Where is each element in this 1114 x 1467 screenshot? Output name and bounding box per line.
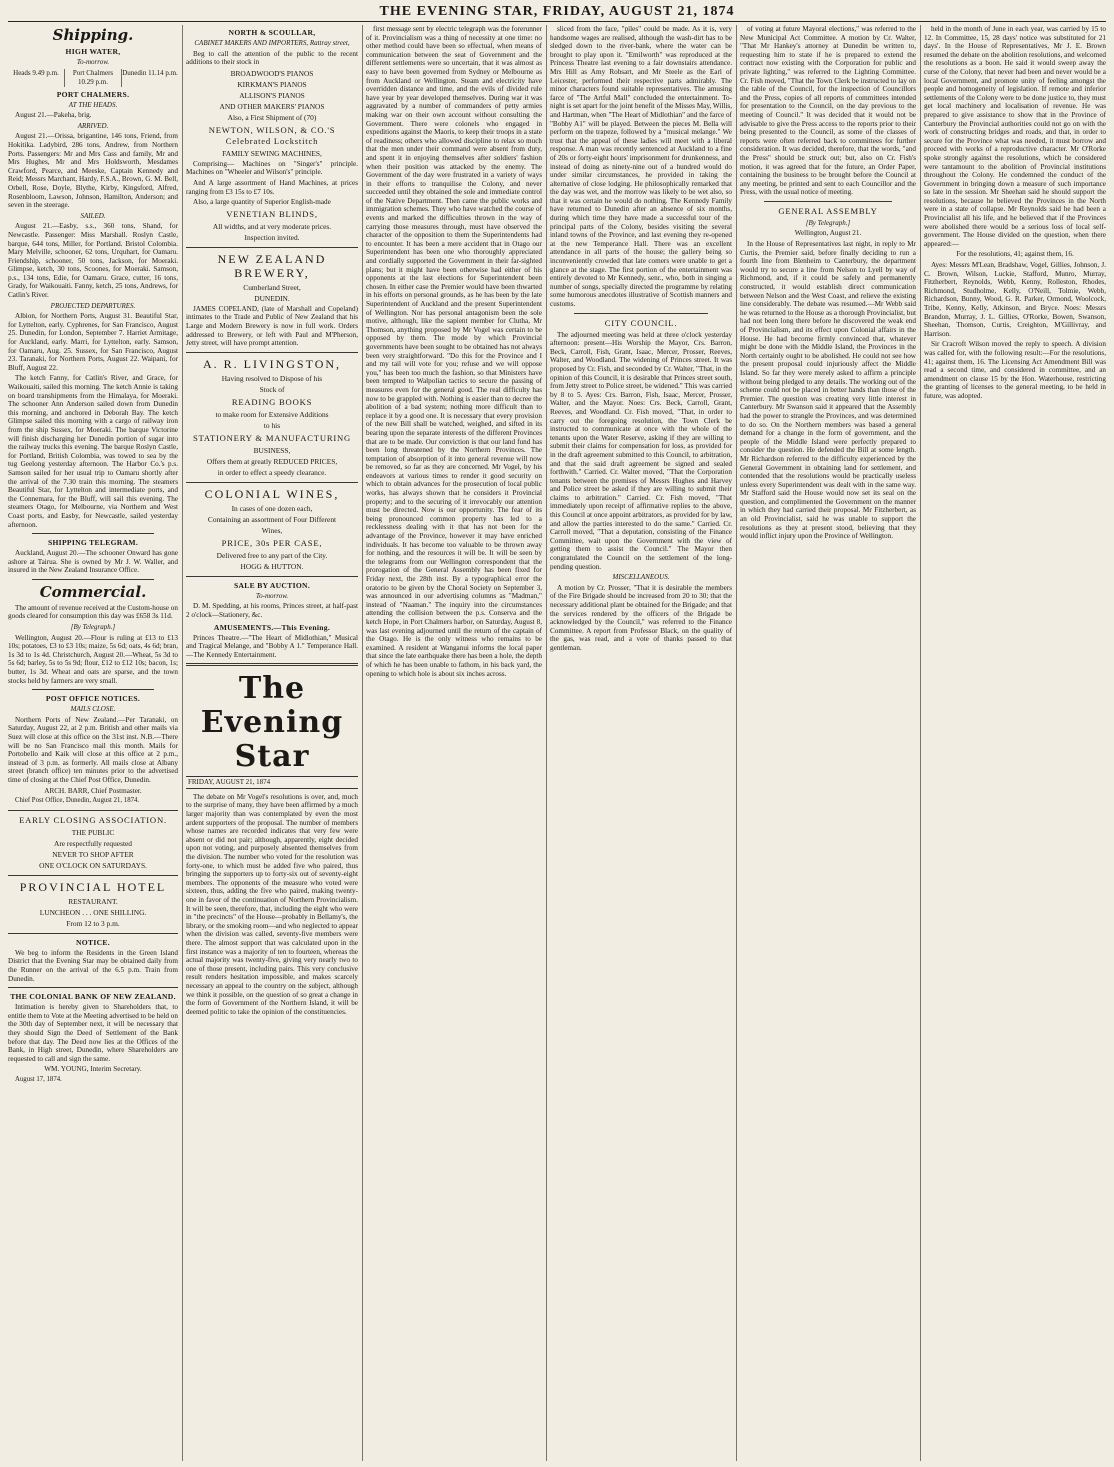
post-office-text: Northern Ports of New Zealand.—Per Taranaki, on Saturday, August 22, at 2 p.m. British and other mails via Suez will close at this office on the 31st inst. N.B.—There will be no San Francisco mail this month. Mails for Portobello and Kaik will close at this office at 2 p.m., instead of 3 p.m. as formerly. All mails close at Albany street (branch office) ten minutes prior to the advertised time of closing at the Chief Post Office, Dunedin. (8, 715, 178, 784)
assembly-dateline: Wellington, August 21. (794, 229, 862, 238)
divider (574, 313, 708, 314)
tide-heads: Heads 9.49 p.m. (13, 68, 59, 77)
livingston-line: BUSINESS, (253, 445, 291, 455)
sewing-machine-title: FAMILY SEWING MACHINES, (222, 148, 322, 158)
bank-signature: WM. YOUNG, Interim Secretary. (44, 1065, 142, 1074)
commercial-section-title: Commercial. (39, 582, 147, 601)
provincial-hotel-title: PROVINCIAL HOTEL (19, 879, 167, 894)
council-continued: of voting at future Mayoral elections," was referred to the New Municipal Act Committee. A motion by Cr. Walter, "That Mr Hankey's attorney at Dunedin be written to, requesting him to state if he is prepared to extend the contract now existing with the Corporation for public and private lighting," was referred to the Lighting Committee. Cr. Fish moved, "That the Town Clerk be instructed to lay on the table of the Council, for the inspection of Councillors and the Press, copies of all reports of committees intended for presentation to the Council, on the day previous to the meeting of Council." It was decided that it would not be advisable to give the Press access to the reports prior to their being presented to the Council, as some of the classes of reports were often referred back to committees for further consideration. It was decided, therefore, that the words, "and the Press" should be struck out; but, also on Cr. Fish's motion, it was agreed that for the future, an Order Paper, containing the business to be brought before the Council at any meeting, be printed and sent to each Councillor and the Press, with the usual notice of meeting. (740, 25, 916, 197)
blinds-widths: All widths, and at very moderate prices. (212, 221, 332, 231)
shipping-telegram-title: SHIPPING TELEGRAM. (47, 538, 139, 548)
sale-title: SALE BY AUCTION. (233, 580, 311, 590)
sewing-machine-and: And A large assortment of Hand Machines, at prices ranging from £3 15s to £7 10s. (186, 178, 358, 196)
by-telegraph-label: [By Telegraph.] (70, 623, 116, 632)
brewery-city: DUNEDIN. (254, 293, 290, 303)
mails-close-label: MAILS CLOSE. (70, 705, 116, 714)
city-council-text: The adjourned meeting was held at three o'clock yesterday afternoon: present—His Worship the Mayor, Crs. Barron, Beck, Carroll, Fish, Grant, Isaac, Mercer, Prosser, Reeves, Walter, and Woodland. The widening of Princes street. It was proposed by Cr. Fish, and seconded by Cr. Walter, "That, in the opinion of this Council, it is desirable that Princes street south, from Jetty street to Police street, be widened." This was carried by 8 to 5. Ayes: Crs. Barron, Fish, Isaac, Mercer, Prosser, Walter, and the Mayor. Noes: Crs. Beck, Carroll, Grant, Reeves, and Woodland. Cr. Fish moved, "That, in order to carry out the foregoing resolution, the Town Clerk be instructed to communicate at once with the whole of the tenants upon the Water Reserve, asking if they are willing to submit their claims for compensation for loss, as provided for in the draft agreement submitted to this Council, to arbitration, and that the said draft agreement be signed and sealed forthwith." Carried. Cr. Walter moved, "That the Corporation tenants between the premises of Messrs Hughes and Harvey and Police street be asked if they are willing to submit their claims to arbitration." Carried. Cr. Fish moved, "That immediately upon receipt of affirmative replies to the above, this Council at once appoint arbitrators, as provided for by law, and allow the parties interested to do the same." Carried. Cr. Carroll moved, "That a deputation, consisting of the Finance Committee, wait upon the Government with the view of getting them to assist the Council." The Mayor then congratulated the Council on the settlement of the long-pending question. (550, 330, 732, 571)
provincial-hotel-subtitle: RESTAURANT. (68, 896, 118, 906)
tide-subtitle: To-morrow. (76, 58, 110, 66)
livingston-line: to make room for Extensive Additions (215, 409, 329, 419)
commercial-text: The amount of revenue received at the Custom-house on goods cleared for consumption this day was £658 3s 11d. (8, 603, 178, 621)
divider (32, 533, 154, 534)
sailed-label: SAILED. (80, 211, 106, 220)
city-council-title: CITY COUNCIL. (604, 317, 678, 328)
livingston-line: Offers them at greatly REDUCED PRICES, (206, 456, 338, 466)
livingston-line: to his (263, 420, 281, 430)
shipping-section-title: Shipping. (52, 26, 134, 44)
assembly-continued: held in the month of June in each year, was carried by 15 to 12. In Committee, 15, 28 days' notice was substituted for 21 days'. In the House of Representatives, Mr J. E. Brown resumed the debate on the abolition resolutions, and welcomed the resolutions as a boon. He said it would sweep away the curse of the Colony, that never had been and never would be a local Government, and promote unity of feeling amongst the people and homogeneity of legislation. If remote and inferior settlements of the Colony were to be done justice to, they must get local machinery and localisation of revenue. He was prepared to give assistance to show that in the Province of Canterbury the Provincial authorities could not go on with the work of constructing bridges and roads, and that, in order to secure for the Province what was needed, it must borrow and proceed with works of a reproductive character. Mr O'Rorke spoke strongly against the resolutions, which he considered were tantamount to the abolition of Provincial institutions throughout the Colony. He condemned the conduct of the Government in bringing down a measure of such importance so late in the session. Mr Sheehan said he should support the resolutions, because he believed the Provinces in the North were in a state of collapse. Mr Reynolds said he had been a Provincialist all his life, and he believed that if the Provinces were abolished there would be a serious loss of local self-government. The House divided on the question, when there appeared:— (924, 25, 1106, 248)
livingston-line: Stock of (259, 384, 285, 394)
divider (8, 987, 178, 988)
column-rule (546, 25, 547, 1461)
projected-text: Albion, for Northern Ports, August 31. Beautiful Star, for Lyttelton, early. Cyphrenes, for San Francisco, August 25. Dunedin, for London, September 7. Harriet Armitage, for Auckland, early. Marri, for Lyttelton, early. Samson, for Oamaru, Aug. 25. Sussex, for San Francisco, August 23. Taranaki, for Northern Ports, August 22. Waipani, for Bluff, August 22. (8, 312, 178, 372)
bank-text: Intimation is hereby given to Shareholders that, to entitle them to Vote at the Meeting advertised to be held on the 30th day of September next, it will be necessary that they should Sign the Deed of Settlement of the Bank before that day. The Deed now lies at the Offices of the Bank, in High street, Dunedin, where Shareholders are requested to call and sign the same. (8, 1003, 178, 1063)
column-5 (740, 25, 916, 1461)
piano-item: BROADWOOD'S PIANOS (230, 68, 314, 78)
sale-text: D. M. Spedding, at his rooms, Princes street, at half-past 2 o'clock—Stationery, &c. (186, 602, 358, 619)
divider (764, 201, 892, 202)
sewing-machine-comprising: Comprising— Machines on "Singer's" principle. Machines on "Wheeler and Wilson's" principle. (186, 159, 358, 177)
miscellaneous-label: MISCELLANEOUS. (612, 573, 670, 582)
projected-label: PROJECTED DEPARTURES. (50, 301, 136, 310)
local-news: sliced from the face, "piles" could be made. As it is, very handsome wages are realised, although the wash-dirt has to be sledged down to the river-bank, where the water can be brought to play upon it. "Emilworth" was reproduced at the Princess Theatre last evening to a fair downstairs attendance. Mrs Hill as Amy Robsart, and Mr Steele as the Earl of Leicester, performed their respective parts admirably. The minor characters found suitable representatives. The amusing farce of "The Artful Mall" concluded the entertainment. To-night is set apart for the joint benefit of the Misses May, Willis, and Hartman, when "The Heart of Midlothian" and the farce of "Bobby A1" will be played. Between the pieces M. Bella will perform on the trapeze, followed by a "musical melange." We trust that the appeal of these ladies will meet with a liberal response. A man was recently sentenced at Auckland to a fine of 20s or forty-eight hours' imprisonment for drunkenness, and instead of doing as ninety-nine out of a hundred would do under similar circumstances, he provided in taking the alternative of close lodging. He philosophically remarked that the day was wet, and the morrow was likely to be wet also, so that it was certain he would do nothing. The Kennedy Family have returned to Dunedin after an absence of six months, during which time they have made a successful tour of the principal parts of the Colony, besides visiting the several inland towns of the Province, and last evening they re-opened at the new Temperance Hall. There was an excellent attendance in all parts of the house; the gallery being so inconveniently crowded that late comers were unable to get a glance at the stage. The first portion of the entertainment was entirely devoted to Mr Kennedy, senr., who, both in singing a number of songs, specially directed the programme by relating some humorous anecdotes illustrative of Scottish manners and customs. (550, 25, 732, 308)
column-rule (920, 25, 921, 1461)
notice-text: We beg to inform the Residents in the Green Island District that the Evening Star may be obtained daily from the Runner on the arrival of the 6.5 p.m. Train from Dunedin. (8, 948, 178, 983)
divider (186, 576, 358, 577)
miscellaneous-text: A motion by Cr. Prosser, "That it is desirable the members of the Fire Brigade should be increased from 20 to 30; that the necessary additional plant be obtained for the Brigade; and that the services rendered by the officers of the Brigade be acknowledged by the Council," was referred to the Finance Committee. A report from Professor Black, on the quality of the gas, was read, and a vote of thanks passed to that gentleman. (550, 583, 732, 652)
colonial-wines-line: Wines, (261, 525, 283, 535)
port-title: PORT CHALMERS. (56, 89, 130, 99)
piano-item: KIRKMAN'S PIANOS (237, 79, 307, 89)
sailed-text: August 21.—Easby, s.s., 360 tons, Shand, for Newcastle. Passenger: Miss Marshall. Roslyn Castle, barque, 644 tons, Miller, for Portland. Bristol Colombia. Mary Melville, schooner, 62 tons, Urquhart, for Oamaru. Friendship, schooner, 50 tons, Jackson, for Moeraki. Glimpse, ketch, 30 tons, Scoones, for Moeraki. Samson, p.s., 134 tons, Edie, for Oamaru. Grace, cutter, 16 tons, Grady, for Waikouaiti. Fanny, ketch, 25 tons, Andrews, for Catlin's River. (8, 222, 178, 300)
early-closing-line: THE PUBLIC (71, 827, 115, 837)
leader-paragraph: The debate on Mr Vogel's resolutions is over, and, much to the surprise of many, they have been affirmed by a much larger majority than was contemplated by even the most ardent supporters of the proposal. The number of members whose names are recorded indicates that very few were absent or did not pair; although, apparently, eight decided upon not voting, and purposely absented themselves from the division. The number who voted for the resolution was forty-one, to which must be added five who paired, thus bringing the supporters up to forty-six out of seventy-eight members. The opponents of the measure who voted were sixteen, thus, adding the five who paired, making twenty-one in favor of the continuation of Northern Provincialism. It will be seen, therefore, that, including the eight who were in "the precincts" of the House—probably in Bellamy's, the library, or the smoking room—and who neglected to appear when the division was called, seventy-five members were there. The almost support that was calculated upon in the first instance was a majority of ten to fourteen, whereas the actual majority was twenty-five, giving very nearly two to one of those present, including pairs. This very conclusive result renders hesitation impossible, and makes scarcely necessary an appeal to the country on the subject, although we think it possible, on the question of so great a change in the form of Government of the Northern Island, it will be deemed politic to take the opinion of the constituencies. (186, 792, 358, 1016)
column-4 (550, 25, 732, 1461)
amusements-text: Princes Theatre.—"The Heart of Midlothian," Musical and Tragical Melange, and "Bobby A 1." Temperance Hall.—The Kennedy Entertainment. (186, 633, 358, 659)
tide-table (8, 69, 178, 87)
early-closing-line: NEVER TO SHOP AFTER (52, 849, 134, 859)
divider (8, 933, 178, 934)
sewing-machine-maker: NEWTON, WILSON, & CO.'S Celebrated Lockstitch (208, 124, 336, 146)
divider (186, 663, 358, 666)
general-assembly-title: GENERAL ASSEMBLY (778, 205, 878, 216)
early-closing-line: Are respectfully requested (54, 838, 132, 848)
bank-title: THE COLONIAL BANK OF NEW ZEALAND. (10, 992, 176, 1002)
column-1 (8, 25, 178, 1461)
assembly-by-telegraph: [By Telegraph.] (805, 218, 851, 227)
assembly-tail: Sir Cracroft Wilson moved the reply to speech. A division was called for, with the following result:—For the resolutions, 41; against them, 16. The Licensing Act Amendment Bill was read a second time, and considered in committee, and an amendment on clause 15 by the Hon. Waterhouse, restricting the granting of licenses to the general meeting, to be held in future, was adopted. (924, 340, 1106, 400)
division-result: For the resolutions, 41; against them, 16. (956, 250, 1074, 259)
shipping-notes: The ketch Fanny, for Catlin's River, and Grace, for Waikouaiti, sailed this morning. The ketch Annie is taking on board transhipments from the Himalaya, for Moeraki. The schooner Ann Anderson sailed down from Dunedin this morning, and anchored in Deborah Bay. The ketch Glimpse sailed this morning with a cargo of railway iron from the ship Sussex, for Moeraki. The barque Victorine will finish discharging her Dunedin portion of sugar into the railway trucks this evening. The barque Roslyn Castle, for Portland, British Colombia, was towed to sea by the tug Geelong yesterday afternoon. The Harbor Co.'s p.s. Samson sailed for her usual trip to Oamaru shortly after the arrival of the 7.30 train this morning. The steamers Beautiful Star, for Lyttelton and intermediate ports, and the Connemara, for the Bluff, will sail this evening. The steamers Otago, for Melbourne, via Northern and West Coast ports, and Easby, for Newcastle, sailed yesterday afternoon. (8, 374, 178, 529)
column-rule (736, 25, 737, 1461)
evening-star-nameplate: The Evening Star (200, 671, 344, 775)
tide-title: HIGH WATER, (65, 47, 121, 56)
arrived-label: ARRIVED. (77, 121, 109, 130)
provincial-hotel-hours: From 12 to 3 p.m. (66, 918, 120, 928)
early-closing-title: EARLY CLOSING ASSOCIATION. (19, 814, 167, 825)
commercial-telegram-text: Wellington, August 20.—Flour is ruling at £13 to £13 10s; potatoes, £3 to £3 10s; maize, 5s 6d; oats, 4s 6d; bran, 1s 3d to 1s 4d. Christchurch, August 20.—Wheat, 5s 3d to 5s 6d; barley, 5s to 5s 9d; flour, £12 to £12 10s; bacon, 1s; butter, 1s 3d. Wheat and oats are sparse, and the town stocks held by farmers are very small. (8, 633, 178, 685)
bank-date: August 17, 1874. (15, 1075, 62, 1083)
venetian-blinds-title: VENETIAN BLINDS, (226, 208, 318, 219)
north-scoullar-title: NORTH & SCOULLAR, (228, 28, 316, 37)
divider (186, 482, 358, 483)
at-heads-label: AT THE HEADS. (68, 100, 118, 109)
tide-port: Port Chalmers 10.29 p.m. (64, 69, 121, 87)
inspection-invited: Inspection invited. (244, 232, 300, 242)
colonial-wines-price: PRICE, 30s PER CASE, (221, 537, 323, 548)
brewery-title: NEW ZEALAND BREWERY, (217, 251, 327, 280)
amusements-title: AMUSEMENTS.—This Evening. (213, 622, 331, 632)
column-2 (186, 25, 358, 1461)
livingston-reading-books: READING BOOKS (231, 396, 313, 407)
livingston-stationery: STATIONERY & MANUFACTURING (192, 432, 352, 443)
north-scoullar-subtitle: CABINET MAKERS AND IMPORTERS, Rattray street, (194, 39, 350, 47)
livingston-line: Having resolved to Dispose of his (221, 373, 323, 383)
colonial-wines-title: COLONIAL WINES, (204, 486, 340, 501)
piano-item: AND OTHER MAKERS' PIANOS (219, 101, 325, 111)
leader-date: FRIDAY, AUGUST 21, 1874 (188, 778, 271, 787)
divider (32, 689, 154, 690)
north-scoullar-text: Beg to call the attention of the public to the recent additions to their stock in (186, 49, 358, 67)
post-office-signature: ARCH. BARR, Chief Postmaster. (44, 786, 142, 795)
leader-dateline (186, 776, 358, 789)
early-closing-line: ONE O'CLOCK ON SATURDAYS. (39, 860, 147, 870)
division-list: Ayes: Messrs M'Lean, Bradshaw, Vogel, Gillies, Johnson, J. C. Brown, Wilson, Luckie, Stafford, Munro, Murray, Fitzherbert, Reynolds, Webb, Kenny, Rolleston, Rhodes, Richmond, Studholme, Kelly, O'Neill, Tolmie, Webb, Richardson, Bunny, Wood, G. R. Parker, Ormond, Woolcock, Tribe, Kenny, Kelly, Atkinson, and Bryce. Noes: Messrs Brandon, Murray, J. L. Gillies, O'Rorke, Bowen, Swanson, Sheehan, Thomson, Curtis, Creighton, M'Gillivray, and Harrison. (924, 261, 1106, 338)
shipping-telegram-text: Auckland, August 20.—The schooner Onward has gone ashore at Tairua. She is owned by Mr J. W. Waller, and insured in the New Zealand Insurance Office. (8, 549, 178, 575)
brewery-street: Cumberland Street, (243, 282, 301, 292)
divider (186, 247, 358, 248)
divider (8, 875, 178, 876)
tide-dunedin: Dunedin 11.14 p.m. (121, 69, 178, 87)
masthead-rule (8, 21, 1106, 22)
divider (8, 810, 178, 811)
blinds-line: Also, a large quantity of Superior English-made (193, 198, 331, 207)
piano-item: ALLISON'S PIANOS (239, 90, 305, 100)
colonial-wines-line: In cases of one dozen each, (231, 503, 313, 513)
shipment-line: Also, a First Shipment of (70) (227, 112, 317, 122)
provincial-hotel-luncheon: LUNCHEON . . . ONE SHILLING. (39, 907, 147, 917)
leader-continued: first message sent by electric telegraph was the forerunner of it. Provincialism was a thing of necessity at one time: no other method could have been so effectual, when means of communication between the seat of Government and the different settlements were so uncertain, that it was almost as easy to have been governed from Sydney or Melbourne as from Auckland or Wellington. Steam and electricity have overridden distance and time, and the evils of divided rule have year by year developed themselves. During war it was aggravated by a number of commanders of petty armies making war on their own account without consulting the Government. There were colonels who engaged in expeditions against the Maoris, to keep their troops in a state of readiness; others who allowed discipline to relax so much that the men under their command were absent from duty, and spent it in enjoying themselves after soldiers' fashion when their position was attacked by the enemy. The Government of the day were frustrated in a variety of ways in their efforts to tranquilise the Colony, and never succeeded until they obtained the sole and immediate control of the Native Department. Then came the public works and immigration schemes. They who have watched the course of events and marked the difficulties thrown in the way of carrying those measures through, must have observed the character of the opposition to them the Superintendents had to encounter. It has been a mere accident that in Otago our Superintendent has been one who thoroughly appreciated and cordially supported the Government in their far-sighted plans; but it might have been otherwise had either of his opponents at the last elections for Superintendent been chosen. In either case the Premier would have been thwarted in his efforts on personal grounds, as he has been by the late Superintendent of Auckland and the present Superintendent of Wellington. Nor has personal antagonism been the sole motive, although, like the sapient member for Clutha, Mr Thomson, anything proposed by Mr Vogel was certain to be opposed by them. The mode by which Provincial governments have been sought to be obtained has not always been very straightforward. "Do this for the Province and I and my tail will vote for you; refuse and we will oppose you," has been too much the fashion, so that Ministers have been tempted to Walpolian tactics to secure the passing of measures even for the general good. The real difficulty has now to be grappled with. Nothing is easier than to decree the abolition of a bad system; nothing more difficult than to replace it by a good one. It is necessary that every provision of the new Bill shall be watched, weighed, and sifted in its bearing upon the separate interests of the different Provinces that are to be made. Our conviction is that our land fund has been long threatened by the Northern Provinces. The temptation of absorption of it into general revenue will now be removed, so far as they are concerned. Mr Vogel, by his endeavors at various times to render it good security on which to obtain advances for the prosecution of local public works, has always shown that he considers it Provincial property; and to the securing of it irrevocably our attention must be directed. Now is our opportunity. The fear of its being pronounced common property has led to a recklessness dealing with it that has not been for the advantage of the Province, however it may have enriched individuals. It has become too valuable to be thrown away for nothing, and the resources it will be. It will be seen by the telegrams from our Wellington correspondent that the prorogation of the General Assembly has been fixed for Friday next, the 28th inst. By a typographical error the oratorio to be given by the Choral Society on September 3, was announced in our advertising columns as "Madman," instead of "Naaman." The inquiry into the circumstances attending the collision between the p.s. Conserva and the ketch Hope, in Port Chalmers harbor, on Saturday, August 8, was last evening adjourned until the return of the captain of the Otago. He is the only witness who remains to be examined. A resident at Wanganui informs the local paper that since the late earthquake there has been a hole, the depth of which he has been unable to fathom, in his back yard, the opening to which hole is about six inches across. (366, 25, 542, 678)
divider (186, 352, 358, 353)
column-rule (182, 25, 183, 1461)
assembly-text: In the House of Representatives last night, in reply to Mr Curtis, the Premier said, before finally deciding to run a fourth line from Blenheim to Canterbury, the department would try to secure a line from Nelson to Lyell by way of Richmond, and, if it could be safely and permanently constructed, it would establish direct communication between Nelson and the West Coast, and relieve the existing line considerably. The debate was resumed.—Mr Webb said he was returned to the House as a thorough Provincialist, but had not been long there before he discovered the weak end of Provincialism, and its effect upon Colonial affairs in the House. He had become firmly convinced that, whatever might be done with the Middle Island, the Provinces in the North certainly ought to be abolished. He could not see how the present proposal could injuriously affect the Middle Island. So far they were merely asked to affirm a principle without being pledged to any details. The working out of the scheme could not be placed in better hands than those of the Premier. The question was creating very little interest in Canterbury. Mr Swanson said it appeared that the Assembly had the power to strangle the Provinces, and was determined to do so. On the Northern members was based a general demand for a change in the form of government, and the people of the Middle Island were perfectly prepared to consider the question. He defended the Bill at some length. Mr Richardson referred to the difficulty experienced by the General Government in obtaining land for settlement, and contended that the resolutions would be practically useless unless every Superintendent was dealt with in the same way. Mr Stafford said the House would now set its seal on the question, and complimented the Government on the manner in which they had carried their proposal. Mr Fitzherbert, as an old Provincialist, said he was unable to support the resolutions as they at present stood, believing that they would inflict injury upon the Province of Wellington. (740, 240, 916, 541)
column-6 (924, 25, 1106, 1461)
column-3 (366, 25, 542, 1461)
brewery-text: JAMES COPELAND, (late of Marshall and Copeland) intimates to the Trade and Public of New Zealand that his Large and Modern Brewery is now in full work. Orders addressed to Brewery, or left with Paul and M'Pherson, Jetty street, will have prompt attention. (186, 304, 358, 348)
notice-title: NOTICE. (76, 937, 110, 947)
sale-subtitle: To-morrow. (255, 591, 289, 600)
livingston-title: A. R. LIVINGSTON, (202, 356, 342, 371)
post-office-title: POST OFFICE NOTICES. (45, 694, 141, 704)
colonial-wines-signature: HOGG & HUTTON. (240, 561, 304, 571)
arrival-date: August 21.—Pakeha, brig. (15, 111, 92, 120)
newspaper-masthead: THE EVENING STAR, FRIDAY, AUGUST 21, 1874 (379, 4, 735, 19)
divider (32, 579, 154, 580)
column-rule (362, 25, 363, 1461)
livingston-line: in order to effect a speedy clearance. (217, 467, 327, 477)
post-office-place: Chief Post Office, Dunedin, August 21, 1874. (15, 797, 140, 805)
arrived-text: August 21.—Orissa, brigantine, 146 tons, Friend, from Hokitika. Ladybird, 286 tons, Andrew, from Northern Ports. Passengers: Mr and Mrs Cass and family, Mr and Mrs Hughes, Mr and Mrs Holdsworth, Mesdames Crawford, Pearce, and Meeske, Captain Kennedy and Reid; Messrs Marchant, Hardy, F.S.A., Brown, G. M. Bell, Orbell, Rose, Doyle, Blythe, Kirby, Kingsford, Alfred, Rosenbloom, Lawson, Johnson, Hamilton, Anderson; and seven in the steerage. (8, 132, 178, 210)
colonial-wines-line: Delivered free to any part of the City. (216, 550, 328, 560)
colonial-wines-line: Containing an assortment of Four Different (207, 514, 337, 524)
